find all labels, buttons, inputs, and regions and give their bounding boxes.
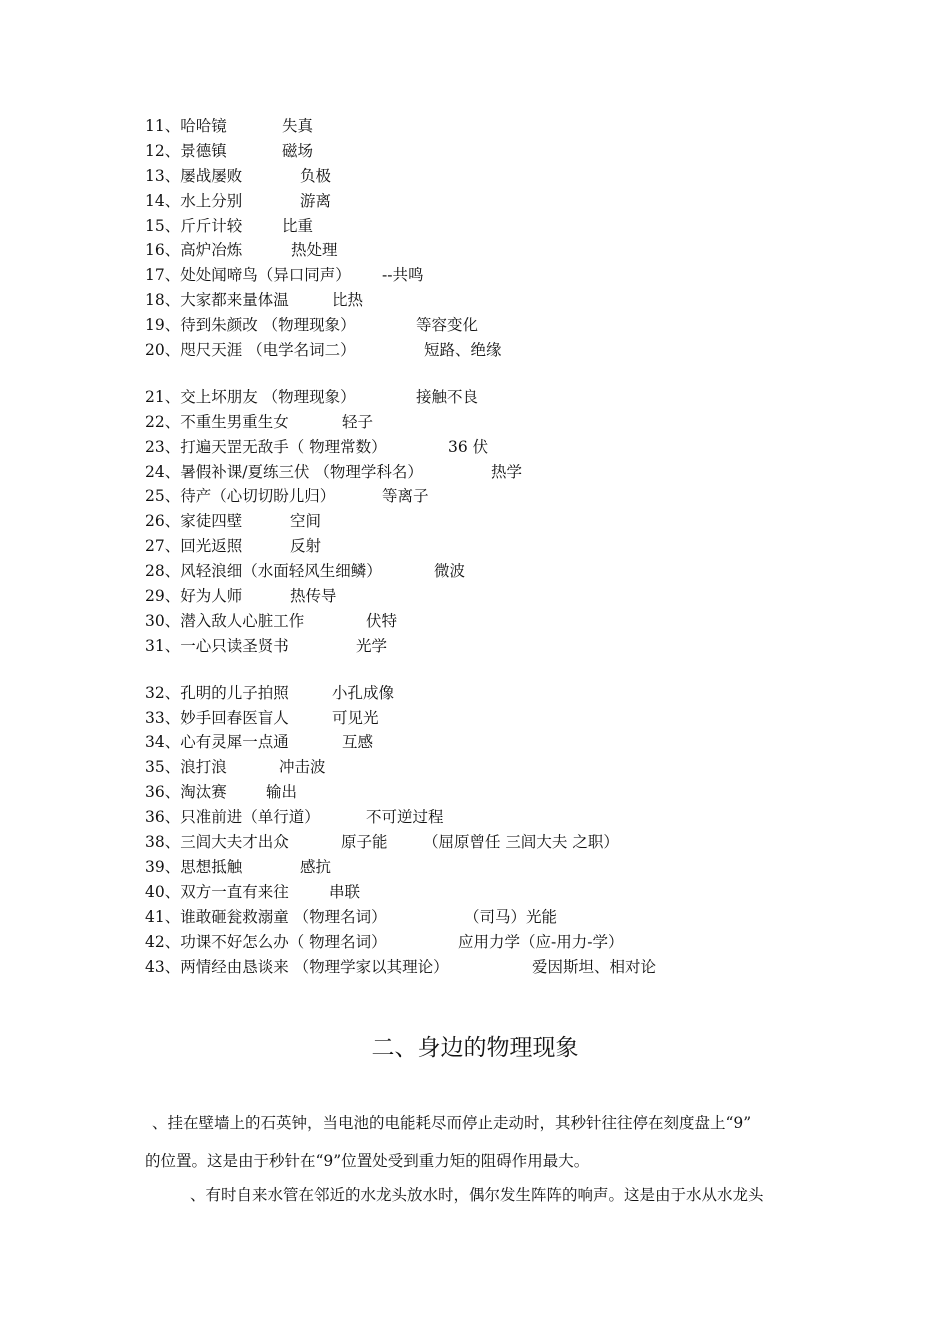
riddle-row: [145, 534, 845, 559]
riddle-row: [145, 730, 845, 755]
riddle-answer: 小孔成像: [332, 683, 395, 702]
riddle-question: 28、风轻浪细（水面轻风生细鳞）: [145, 562, 382, 581]
riddle-row: [145, 905, 845, 930]
riddle-question: 18、大家都来量体温: [145, 291, 289, 310]
riddle-list: [145, 114, 845, 979]
group-gap: [145, 363, 845, 385]
riddle-answer: 热处理: [291, 241, 338, 260]
riddle-row: [145, 780, 845, 805]
riddle-question: 29、好为人师: [145, 587, 243, 606]
riddle-answer: 微波: [434, 562, 466, 581]
body-paragraph-line: 、挂在壁墙上的石英钟，当电池的电能耗尽而停止走动时，其秒针往往停在刻度盘上“9”: [152, 1114, 752, 1132]
riddle-answer: 比重: [282, 216, 314, 235]
riddle-answer: 空间: [290, 512, 322, 531]
riddle-question: 26、家徒四壁: [145, 512, 243, 531]
riddle-answer: 热学: [491, 462, 523, 481]
riddle-answer: --共鸣: [382, 266, 424, 285]
riddle-row: [145, 139, 845, 164]
riddle-answer: （司马）光能: [464, 907, 558, 926]
riddle-question: 38、三闾大夫才出众: [145, 833, 289, 852]
riddle-question: 39、思想抵触: [145, 857, 243, 876]
riddle-row: [145, 681, 845, 706]
riddle-row: [145, 313, 845, 338]
riddle-question: 11、哈哈镜: [145, 117, 227, 135]
riddle-row: [145, 164, 845, 189]
riddle-answer: 失真: [282, 117, 314, 135]
riddle-row: [145, 609, 845, 634]
riddle-row: [145, 706, 845, 731]
riddle-answer: 36 伏: [448, 437, 489, 456]
riddle-question: 27、回光返照: [145, 537, 243, 556]
riddle-row: [145, 263, 845, 288]
riddle-answer: 原子能: [341, 833, 388, 852]
riddle-question: 24、暑假补课/夏练三伏 （物理学科名）: [145, 462, 423, 481]
riddle-answer: 伏特: [366, 611, 398, 630]
riddle-row: [145, 955, 845, 980]
riddle-row: [145, 410, 845, 435]
riddle-question: 33、妙手回春医盲人: [145, 708, 289, 727]
riddle-answer: 爱因斯坦、相对论: [532, 957, 657, 976]
riddle-answer: 串联: [329, 882, 361, 901]
riddle-answer: 反射: [290, 537, 322, 556]
riddle-row: [145, 288, 845, 313]
riddle-row: [145, 509, 845, 534]
riddle-answer: 输出: [266, 783, 298, 802]
riddle-question: 15、斤斤计较: [145, 216, 243, 235]
riddle-answer: 光学: [356, 636, 388, 655]
riddle-row: [145, 385, 845, 410]
riddle-answer: 游离: [300, 191, 332, 210]
riddle-row: [145, 189, 845, 214]
riddle-question: 43、两情经由恳谈来 （物理学家以其理论）: [145, 957, 449, 976]
riddle-answer: 短路、绝缘: [424, 341, 502, 360]
riddle-answer: 接触不良: [416, 387, 479, 406]
riddle-question: 13、屡战屡败: [145, 166, 243, 185]
riddle-answer: 冲击波: [279, 758, 326, 777]
riddle-question: 25、待产（心切切盼儿归）: [145, 487, 336, 506]
riddle-question: 23、打遍天罡无敌手（ 物理常数）: [145, 437, 387, 456]
riddle-question: 19、待到朱颜改 （物理现象）: [145, 316, 356, 335]
riddle-answer: 可见光: [332, 708, 379, 727]
body-paragraph-line: 、有时自来水管在邻近的水龙头放水时，偶尔发生阵阵的响声。这是由于水从水龙头: [190, 1186, 764, 1204]
riddle-note: （屈原曾任 三闾大夫 之职）: [423, 833, 619, 852]
riddle-question: 34、心有灵犀一点通: [145, 733, 289, 752]
riddle-row: [145, 930, 845, 955]
riddle-answer: 热传导: [290, 587, 337, 606]
riddle-row: [145, 830, 845, 855]
riddle-question: 40、双方一直有来往: [145, 882, 289, 901]
riddle-row: [145, 584, 845, 609]
riddle-question: 30、潜入敌人心脏工作: [145, 611, 305, 630]
riddle-question: 36、只准前进（单行道）: [145, 808, 320, 827]
riddle-answer: 磁场: [282, 141, 314, 160]
riddle-answer: 等离子: [382, 487, 429, 506]
riddle-answer: 比热: [332, 291, 364, 310]
riddle-question: 17、处处闻啼鸟（异口同声）: [145, 266, 351, 285]
riddle-question: 42、功课不好怎么办（ 物理名词）: [145, 932, 387, 951]
riddle-row: [145, 559, 845, 584]
riddle-answer: 轻子: [342, 412, 374, 431]
group-gap: [145, 659, 845, 681]
section-title: 二、身边的物理现象: [371, 1035, 579, 1061]
riddle-answer: 应用力学（应-用力-学）: [458, 932, 624, 951]
riddle-row: [145, 338, 845, 363]
riddle-question: 12、景德镇: [145, 141, 227, 160]
riddle-question: 22、不重生男重生女: [145, 412, 289, 431]
riddle-row: [145, 634, 845, 659]
riddle-row: [145, 238, 845, 263]
riddle-answer: 负极: [300, 166, 332, 185]
riddle-question: 35、浪打浪: [145, 758, 227, 777]
riddle-row: [145, 114, 845, 139]
riddle-row: [145, 805, 845, 830]
riddle-answer: 感抗: [300, 857, 332, 876]
riddle-question: 36、淘汰赛: [145, 783, 227, 802]
riddle-question: 41、谁敢砸瓮救溺童 （物理名词）: [145, 907, 387, 926]
riddle-row: [145, 435, 845, 460]
riddle-answer: 不可逆过程: [366, 808, 444, 827]
riddle-row: [145, 855, 845, 880]
riddle-answer: 互感: [342, 733, 374, 752]
riddle-row: [145, 214, 845, 239]
riddle-row: [145, 880, 845, 905]
body-paragraph-line: 的位置。这是由于秒针在“9”位置处受到重力矩的阻碍作用最大。: [145, 1152, 590, 1170]
riddle-question: 31、一心只读圣贤书: [145, 636, 289, 655]
riddle-question: 32、孔明的儿子拍照: [145, 683, 289, 702]
riddle-row: [145, 484, 845, 509]
riddle-row: [145, 755, 845, 780]
riddle-row: [145, 460, 845, 485]
riddle-question: 20、咫尺天涯 （电学名词二）: [145, 341, 356, 360]
riddle-question: 14、水上分别: [145, 191, 243, 210]
riddle-answer: 等容变化: [416, 316, 479, 335]
riddle-question: 16、高炉冶炼: [145, 241, 243, 260]
riddle-question: 21、交上坏朋友 （物理现象）: [145, 387, 356, 406]
